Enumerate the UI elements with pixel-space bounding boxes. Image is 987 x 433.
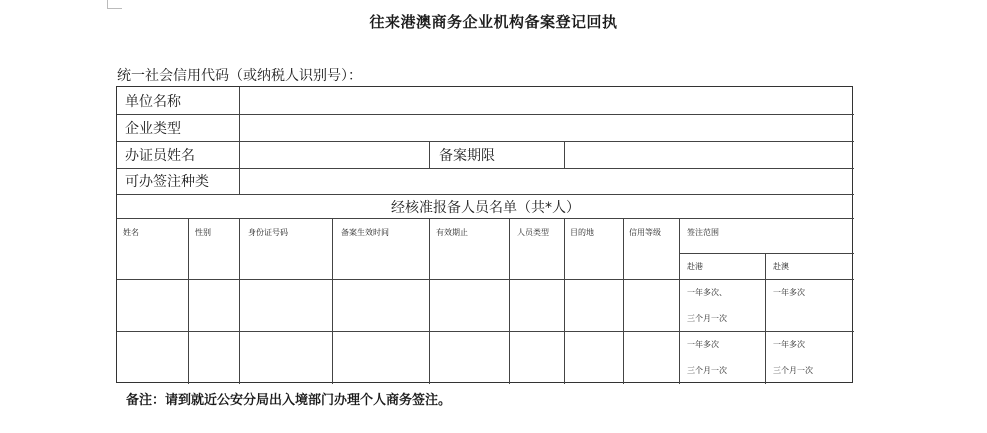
row1-macao-line1: 一年多次 — [773, 288, 805, 297]
registration-table — [116, 86, 853, 383]
header-credit-level: 信用等级 — [629, 228, 661, 237]
header-gender: 性别 — [195, 228, 211, 237]
header-to-hong-kong: 赴港 — [687, 262, 703, 271]
column-divider — [509, 218, 510, 384]
column-divider — [623, 218, 624, 384]
visa-types-label: 可办签注种类 — [125, 174, 209, 190]
header-person-type: 人员类型 — [517, 228, 549, 237]
column-divider — [679, 218, 680, 384]
header-valid-until: 有效期止 — [436, 228, 468, 237]
header-id-number: 身份证号码 — [248, 228, 288, 237]
row1-hong-kong-line2: 三个月一次 — [687, 314, 727, 323]
row-divider — [117, 168, 854, 169]
personnel-list-heading: 经核准报备人员名单（共*人） — [391, 200, 580, 216]
remark-note: 备注：请到就近公安分局出入境部门办理个人商务签注。 — [126, 393, 452, 408]
column-divider — [564, 218, 565, 384]
row-divider — [679, 253, 854, 254]
column-divider — [239, 87, 240, 194]
row2-hong-kong-line1: 一年多次 — [687, 340, 719, 349]
page-corner-mark — [107, 0, 122, 9]
document-title: 往来港澳商务企业机构备案登记回执 — [369, 13, 618, 31]
header-endorsement-scope: 签注范围 — [687, 228, 719, 237]
header-name: 姓名 — [123, 228, 139, 237]
row2-hong-kong-line2: 三个月一次 — [687, 366, 727, 375]
unit-name-label: 单位名称 — [125, 94, 181, 110]
row2-macao-line2: 三个月一次 — [773, 366, 813, 375]
handler-name-label: 办证员姓名 — [125, 148, 195, 164]
row-divider — [117, 194, 854, 195]
header-to-macao: 赴澳 — [773, 262, 789, 271]
column-divider — [239, 218, 240, 384]
row-divider — [117, 141, 854, 142]
row-divider — [117, 218, 854, 219]
row-divider — [117, 279, 854, 280]
column-divider — [429, 218, 430, 384]
header-destination: 目的地 — [570, 228, 594, 237]
filing-period-label: 备案期限 — [439, 148, 495, 164]
row2-macao-line1: 一年多次 — [773, 340, 805, 349]
column-divider — [332, 218, 333, 384]
row1-hong-kong-line1: 一年多次、 — [687, 288, 727, 297]
credit-code-label: 统一社会信用代码（或纳税人识别号）： — [117, 68, 362, 84]
column-divider — [564, 141, 565, 168]
header-effective-time: 备案生效时间 — [341, 228, 389, 237]
row-divider — [117, 331, 854, 332]
column-divider — [429, 141, 430, 168]
row-divider — [117, 114, 854, 115]
column-divider — [765, 253, 766, 384]
enterprise-type-label: 企业类型 — [125, 121, 181, 137]
column-divider — [188, 218, 189, 384]
